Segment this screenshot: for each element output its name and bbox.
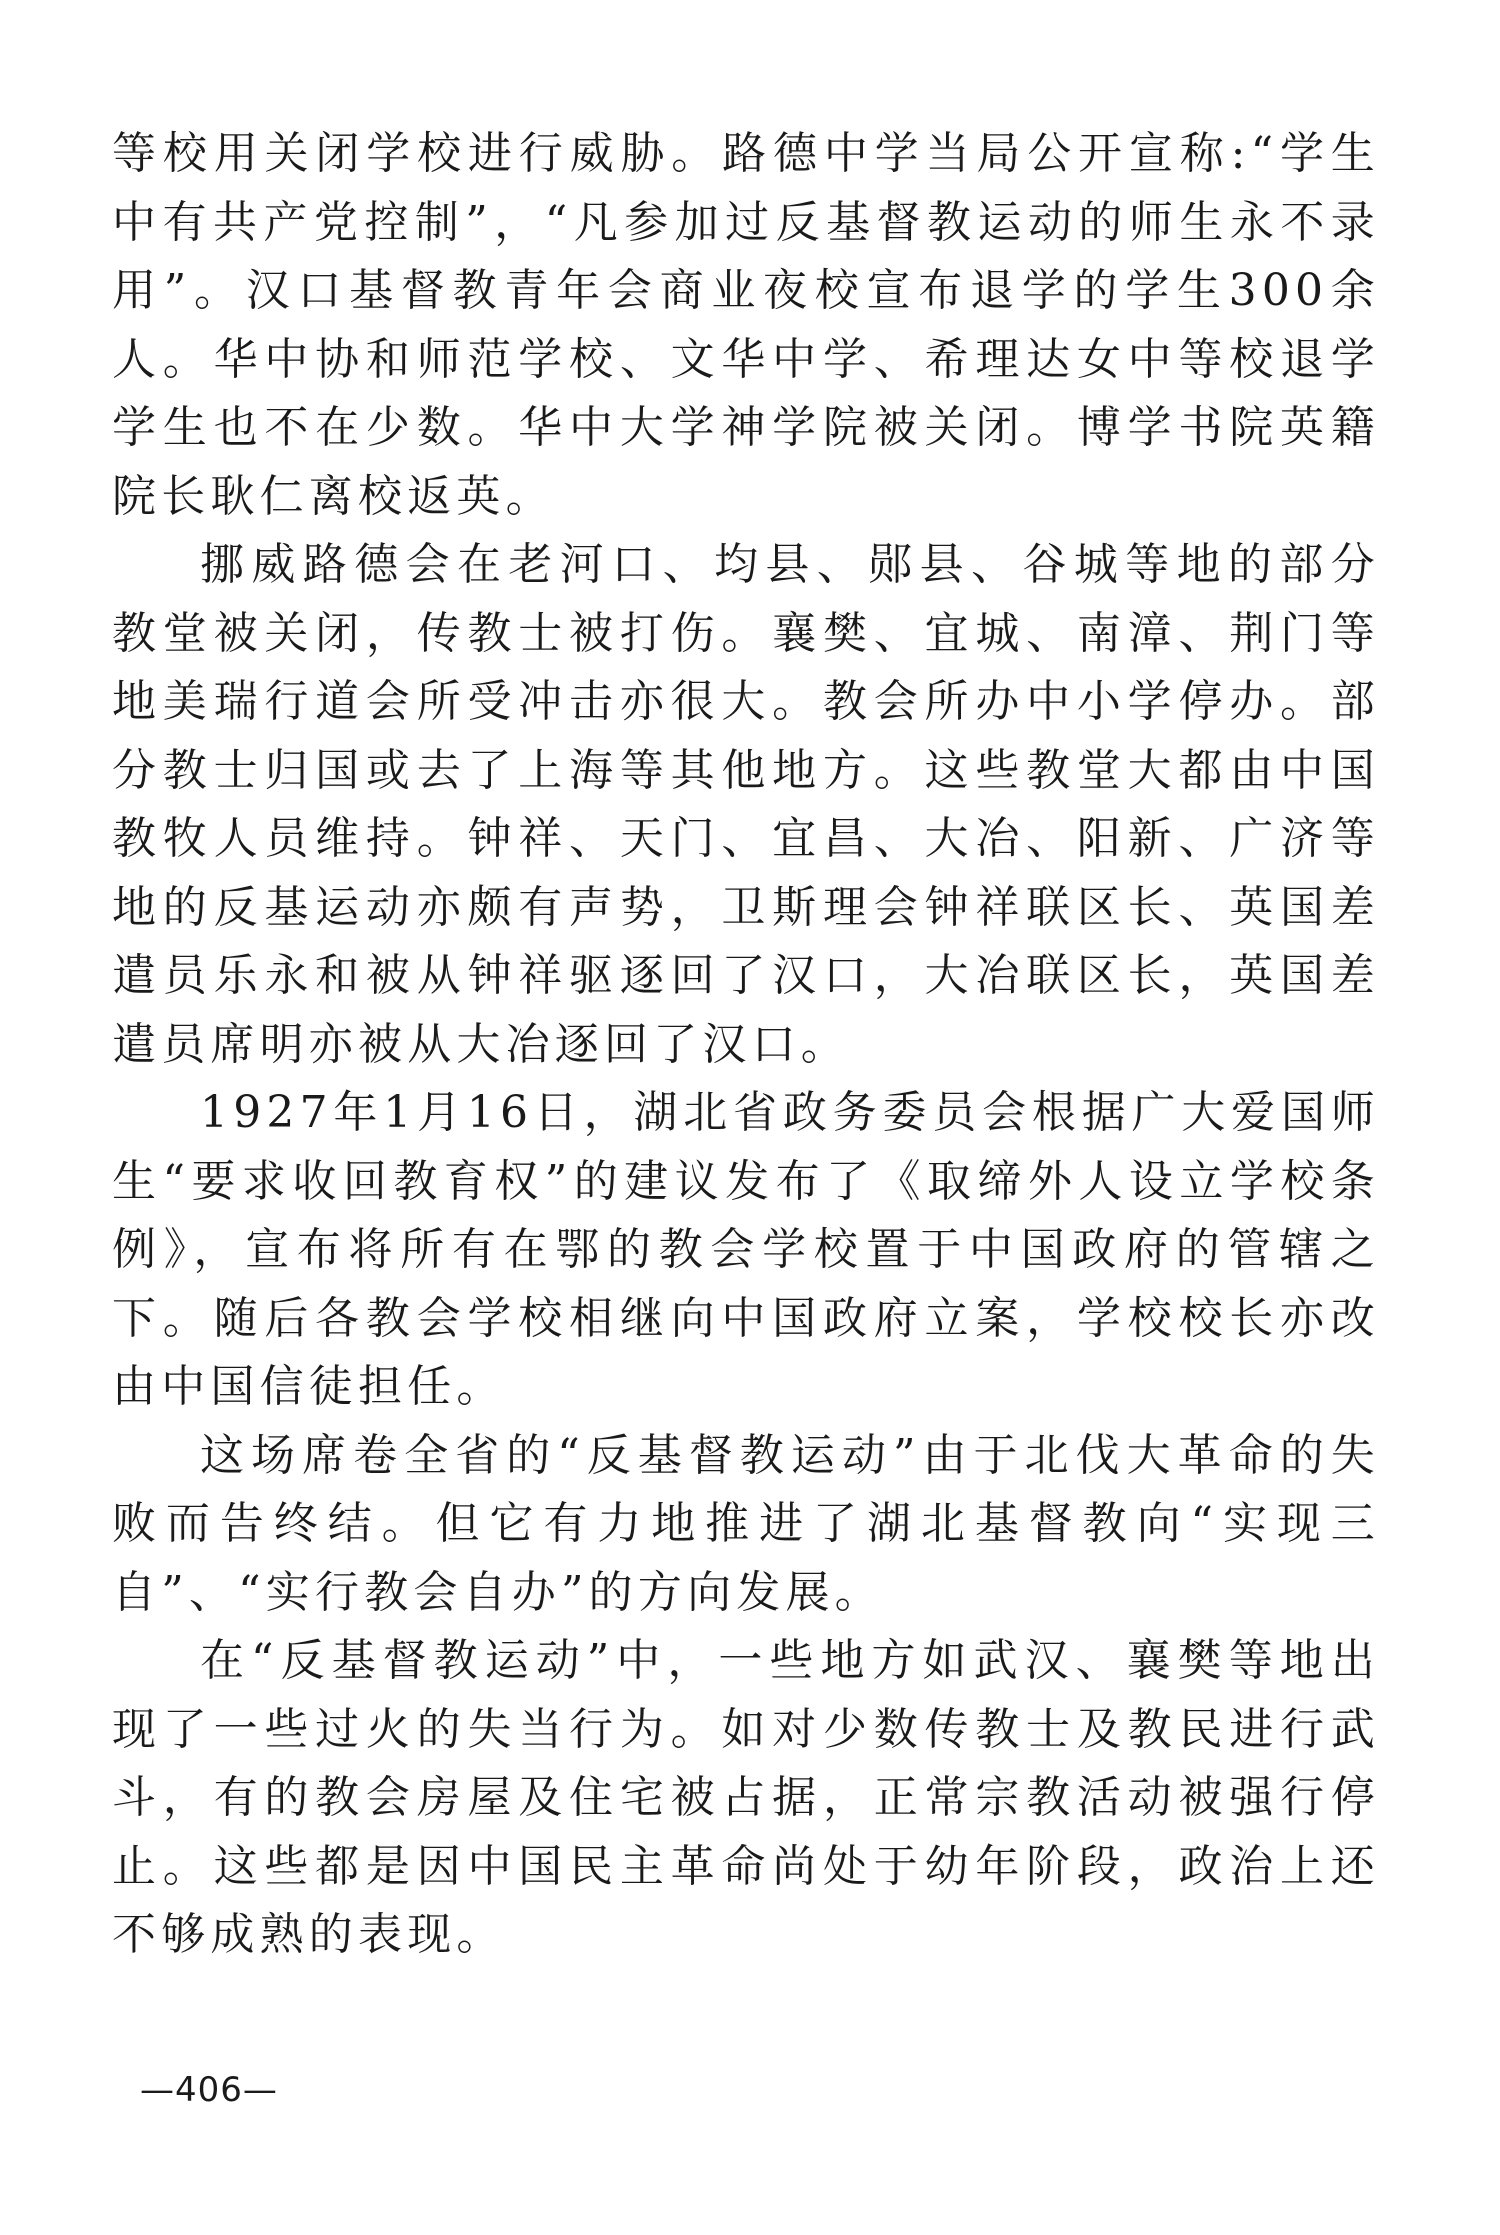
paragraph-4: 这场席卷全省的“反基督教运动”由于北伐大革命的失败而告终结。但它有力地推进了湖北基督教向“实现三自”、“实行教会自办”的方向发展。 — [112, 1429, 1380, 1618]
page-number: —406— — [140, 2070, 278, 2110]
paragraph-2: 挪威路德会在老河口、均县、郧县、谷城等地的部分教堂被关闭，传教士被打伤。襄樊、宜城、南漳、荆门等地美瑞行道会所受冲击亦很大。教会所办中小学停办。部分教士归国或去了上海等其他地方。这些教堂大都由中国教牧人员维持。钟祥、天门、宜昌、大冶、阳新、广济等地的反基运动亦颇有声势，卫斯理会钟祥联区长、英国差遣员乐永和被从钟祥驱逐回了汉口，大冶联区长，英国差遣员席明亦被从大冶逐回了汉口。 — [112, 539, 1380, 1070]
paragraph-5: 在“反基督教运动”中，一些地方如武汉、襄樊等地出现了一些过火的失当行为。如对少数传教士及教民进行武斗，有的教会房屋及住宅被占据，正常宗教活动被强行停止。这些都是因中国民主革命尚处于幼年阶段，政治上还不够成熟的表现。 — [112, 1635, 1380, 1960]
body-text — [112, 120, 1380, 1970]
paragraph-1: 等校用关闭学校进行威胁。路德中学当局公开宣称:“学生中有共产党控制”，“凡参加过反基督教运动的师生永不录用”。汉口基督教青年会商业夜校宣布退学的学生300余人。华中协和师范学校、文华中学、希理达女中等校退学学生也不在少数。华中大学神学院被关闭。博学书院英籍院长耿仁离校返英。 — [112, 128, 1380, 522]
paragraph-3: 1927年1月16日，湖北省政务委员会根据广大爱国师生“要求收回教育权”的建议发布了《取缔外人设立学校条例》，宣布将所有在鄂的教会学校置于中国政府的管辖之下。随后各教会学校相继向中国政府立案，学校校长亦改由中国信徒担任。 — [112, 1087, 1380, 1412]
